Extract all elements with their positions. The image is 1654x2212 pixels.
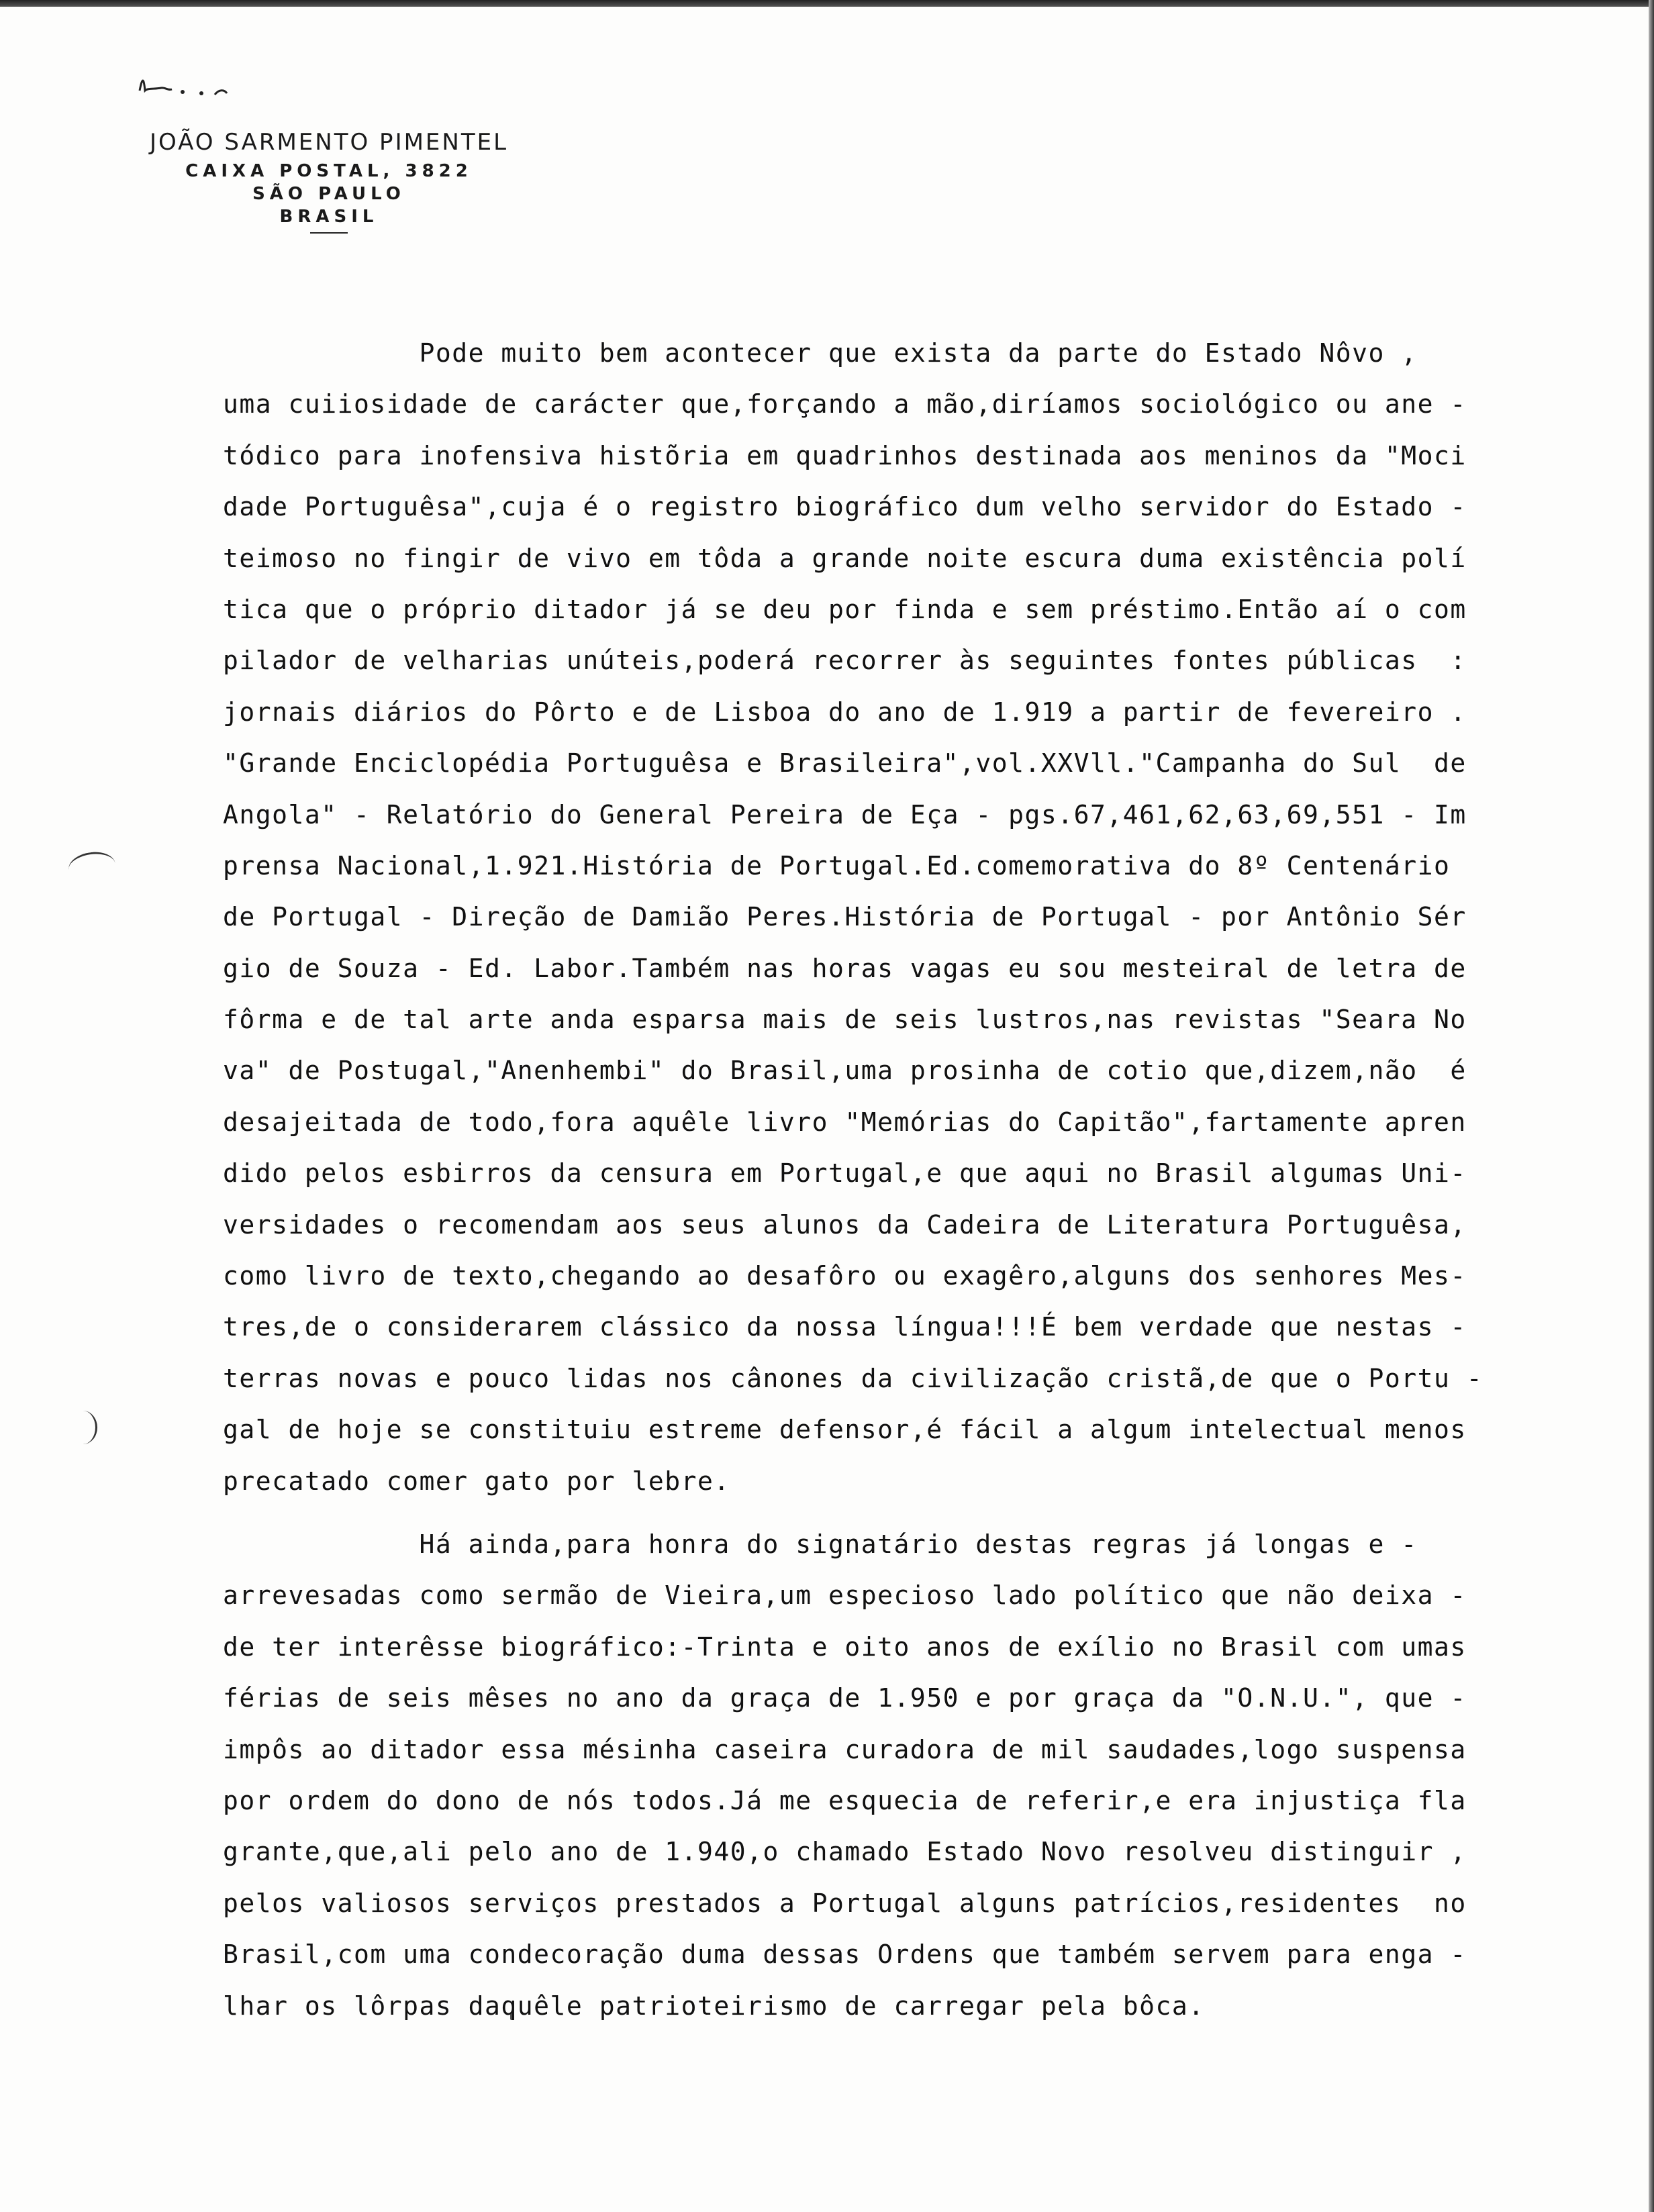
text-line: dade Portuguêsa",cuja é o registro biográfico dum velho servidor do Estado - — [223, 492, 1467, 522]
handwritten-mark — [134, 70, 242, 104]
text-line: grante,que,ali pelo ano de 1.940,o chamado Estado Novo resolveu distinguir , — [223, 1837, 1467, 1867]
paragraph-gap — [223, 1507, 1606, 1519]
punch-hole-mark — [66, 849, 117, 884]
text-line: gal de hoje se constituiu estreme defensor,é fácil a algum intelectual menos — [223, 1415, 1467, 1445]
scan-edge-top — [0, 0, 1654, 7]
text-line: pelos valiosos serviços prestados a Portugal alguns patrícios,residentes no — [223, 1888, 1467, 1918]
text-line: teimoso no fingir de vivo em tôda a grande noite escura duma existência polí — [223, 543, 1467, 573]
text-line: precatado comer gato por lebre. — [223, 1466, 730, 1496]
text-line: "Grande Enciclopédia Portuguêsa e Brasileira",vol.XXVll."Campanha do Sul de — [223, 748, 1467, 778]
text-line: jornais diários do Pôrto e de Lisboa do ano de 1.919 a partir de fevereiro . — [223, 697, 1467, 727]
punch-hole-mark — [68, 1411, 97, 1444]
text-line: de ter interêsse biográfico:-Trinta e oito anos de exílio no Brasil com umas — [223, 1631, 1467, 1662]
letterhead-name: JOÃO SARMENTO PIMENTEL — [149, 129, 509, 156]
letterhead-address-line-3: BRASIL — [279, 207, 379, 227]
text-line: por ordem do dono de nós todos.Já me esquecia de referir,e era injustiça fla — [223, 1785, 1467, 1815]
letterhead-address-line-1: CAIXA POSTAL, 3822 — [185, 161, 473, 181]
letterhead-rule — [310, 232, 348, 234]
text-line: de Portugal - Direção de Damião Peres.História de Portugal - por Antônio Sér — [223, 902, 1467, 932]
text-line: férias de seis mêses no ano da graça de 1.950 e por graça da "O.N.U.", que - — [223, 1683, 1467, 1713]
text-line: Brasil,com uma condecoração duma dessas Ordens que também servem para enga - — [223, 1940, 1467, 1970]
text-line: terras novas e pouco lidas nos cânones da civilização cristã,de que o Portu - — [223, 1363, 1483, 1393]
letter-body — [223, 328, 1606, 2031]
text-line: lhar os lôrpas daquêle patrioteirismo de carregar pela bôca. — [223, 1991, 1205, 2021]
text-line: uma cuiiosidade de carácter que,forçando a mão,diríamos sociológico ou ane - — [223, 389, 1467, 419]
letterhead-address-line-2: SÃO PAULO — [252, 184, 405, 204]
paragraph — [223, 328, 1606, 1507]
text-line: pilador de velharias unúteis,poderá recorrer às seguintes fontes públicas : — [223, 646, 1467, 676]
text-line: como livro de texto,chegando ao desafôro ou exagêro,alguns dos senhores Mes- — [223, 1261, 1467, 1291]
text-line: arrevesadas como sermão de Vieira,um especioso lado político que não deixa - — [223, 1580, 1467, 1611]
text-line: versidades o recomendam aos seus alunos da Cadeira de Literatura Portuguêsa, — [223, 1209, 1467, 1240]
text-line: prensa Nacional,1.921.História de Portugal.Ed.comemorativa do 8º Centenário — [223, 850, 1451, 881]
scan-edge-right — [1649, 0, 1654, 2212]
text-line: tres,de o considerarem clássico da nossa língua!!!É bem verdade que nestas - — [223, 1312, 1467, 1342]
text-line: gio de Souza - Ed. Labor.Também nas horas vagas eu sou mesteiral de letra de — [223, 953, 1467, 983]
text-line: Angola" - Relatório do General Pereira de Eça - pgs.67,461,62,63,69,551 - Im — [223, 799, 1467, 830]
text-line: fôrma e de tal arte anda esparsa mais de seis lustros,nas revistas "Seara No — [223, 1005, 1467, 1035]
text-line: desajeitada de todo,fora aquêle livro "Memórias do Capitão",fartamente apren — [223, 1107, 1467, 1137]
text-line: Pode muito bem acontecer que exista da parte do Estado Nôvo , — [223, 338, 1418, 368]
text-line: Há ainda,para honra do signatário destas regras já longas e - — [223, 1529, 1418, 1559]
text-line: va" de Postugal,"Anenhembi" do Brasil,uma prosinha de cotio que,dizem,não é — [223, 1056, 1467, 1086]
letterhead — [107, 125, 550, 234]
text-line: dido pelos esbirros da censura em Portugal,e que aqui no Brasil algumas Uni- — [223, 1158, 1467, 1189]
text-line: tódico para inofensiva histõria em quadrinhos destinada aos meninos da "Moci — [223, 440, 1467, 470]
text-line: tica que o próprio ditador já se deu por finda e sem préstimo.Então aí o com — [223, 594, 1467, 624]
paragraph — [223, 1519, 1606, 2031]
text-line: impôs ao ditador essa mésinha caseira curadora de mil saudades,logo suspensa — [223, 1734, 1467, 1764]
